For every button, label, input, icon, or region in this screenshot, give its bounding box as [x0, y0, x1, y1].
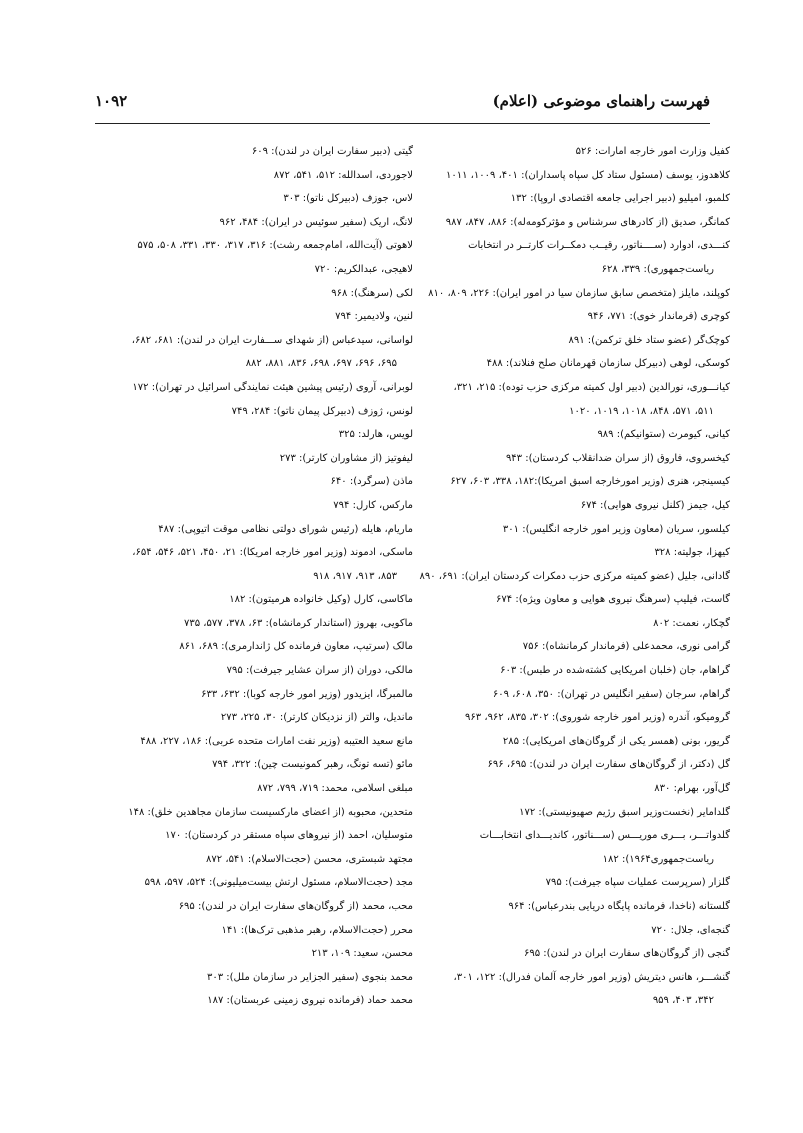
index-entry — [95, 305, 413, 329]
index-entry — [95, 470, 413, 494]
index-entry — [412, 494, 730, 518]
index-entry — [412, 541, 730, 565]
index-entry — [95, 187, 413, 211]
index-entry-text: لانگ، اریک (سفیر سوئیس در ایران): ۴۸۴، ۹۶۲ — [219, 216, 413, 228]
index-entry-text: گرامی نوری، محمدعلی (فرماندار کرمانشاه): ۷۵۶ — [522, 641, 730, 653]
index-entry-text: مارکس، کارل: ۷۹۴ — [333, 499, 413, 511]
index-entry-text: ماریام، هایله (رئیس شورای دولتی نظامی موقت اتیوپی): ۴۸۷ — [158, 523, 413, 535]
index-entry-text: گلستانه (ناخدا، فرمانده پایگاه دریایی بندرعباس): ۹۶۴ — [508, 901, 730, 912]
index-entry-text: کیسینجر، هنری (وزیر امورخارجه اسبق امریکا):۱۸۲، ۳۳۸، ۶۰۳، ۶۲۷ — [450, 476, 730, 488]
index-entry — [412, 966, 730, 1013]
index-entry — [95, 494, 413, 518]
index-entry-continuation: ۸۵۳، ۹۱۳، ۹۱۷، ۹۱۸ — [313, 570, 397, 582]
index-entry — [95, 140, 413, 164]
index-entry-text: گیتی (دبیر سفارت ایران در لندن): ۶۰۹ — [251, 146, 413, 157]
index-entry-text: لیفوتیز (از مشاوران کارتر): ۲۷۳ — [279, 452, 413, 464]
index-entry-text: کلاهدوز، یوسف (مسئول ستاد کل سپاه پاسداران): ۴۰۱، ۱۰۰۹، ۱۰۱۱ — [446, 169, 730, 181]
index-entry-text: لاجوردی، اسدالله: ۵۱۲، ۵۴۱، ۸۷۲ — [273, 169, 413, 181]
index-entry-text: مائو (تسه تونگ، رهبر کمونیست چین): ۳۲۲، ۷۹۴ — [212, 759, 413, 771]
index-entry-text: لونس، ژوزف (دبیرکل پیمان ناتو): ۲۸۴، ۷۴۹ — [231, 405, 413, 417]
index-entry-text: کوپلند، مایلز (متخصص سابق سازمان سیا در امور ایران): ۲۲۶، ۸۰۹، ۸۱۰ — [428, 287, 730, 299]
index-column-left — [95, 140, 413, 1013]
index-entry — [412, 187, 730, 211]
index-entry-text: لکی (سرهنگ): ۹۶۸ — [331, 287, 413, 299]
index-entry-text: محمد حماد (فرمانده نیروی زمینی عربستان): ۱۸۷ — [207, 995, 413, 1007]
index-entry-text: محب، محمد (از گروگان‌های سفارت ایران در لندن): ۶۹۵ — [178, 901, 413, 912]
index-entry — [412, 919, 730, 943]
index-entry-text: متوسلیان، احمد (از نیروهای سپاه مستقر در کردستان): ۱۷۰ — [165, 830, 413, 842]
index-entry — [412, 282, 730, 306]
index-entry — [95, 730, 413, 754]
index-entry-text: گل (دکتر، از گروگان‌های سفارت ایران در لندن): ۶۹۵، ۶۹۶ — [487, 759, 730, 771]
index-entry-text: متحدین، محبوبه (از اعضای مارکسیست سازمان مجاهدین خلق): ۱۴۸ — [128, 806, 413, 818]
index-entry — [412, 659, 730, 683]
index-entry — [95, 871, 413, 895]
index-entry — [412, 211, 730, 235]
index-entry — [95, 541, 413, 588]
index-entry — [412, 164, 730, 188]
index-entry — [412, 824, 730, 871]
index-entry-continuation: ۵۱۱، ۵۷۱، ۸۴۸، ۱۰۱۸، ۱۰۱۹، ۱۰۲۰ — [569, 405, 714, 417]
index-entry-text: محمد بنجوی (سفیر الجزایر در سازمان ملل): ۳۰۳ — [206, 971, 413, 983]
index-entry — [412, 871, 730, 895]
index-entry-text: مجد (حجت‌الاسلام، مسئول ارتش بیست‌میلیونی): ۵۲۴، ۵۹۷، ۵۹۸ — [144, 877, 413, 889]
index-entry — [95, 683, 413, 707]
index-entry — [95, 234, 413, 258]
index-entry-text: کیهزا، جولیته: ۳۲۸ — [654, 547, 730, 559]
index-entry — [95, 329, 413, 376]
index-entry-text: کمانگر، صدیق (از کادرهای سرشناس و مؤثرکومه‌له): ۸۸۶، ۸۴۷، ۹۸۷ — [445, 216, 730, 228]
index-entry — [95, 282, 413, 306]
index-entry — [412, 305, 730, 329]
page-number: ۱۰۹۲ — [95, 92, 128, 110]
index-entry — [95, 753, 413, 777]
index-entry — [412, 329, 730, 353]
index-entry-text: کیانـــوری، نورالدین (دبیر اول کمیته مرکزی حزب توده): ۲۱۵، ۳۲۱، — [453, 381, 730, 393]
index-entry — [412, 376, 730, 423]
index-entry — [95, 423, 413, 447]
index-entry — [412, 895, 730, 919]
index-entry — [412, 470, 730, 494]
index-entry — [95, 400, 413, 424]
index-entry-text: لاهیجی، عبدالکریم: ۷۲۰ — [314, 263, 413, 275]
index-entry-text: کوچک‌گر (عضو ستاد خلق ترکمن): ۸۹۱ — [568, 334, 730, 346]
index-entry-text: گلزار (سرپرست عملیات سپاه جیرفت): ۷۹۵ — [545, 877, 730, 889]
index-entry — [412, 683, 730, 707]
index-entry-continuation: ۳۴۲، ۴۰۳، ۹۵۹ — [652, 995, 714, 1007]
index-entry-continuation: ریاست‌جمهوری): ۳۳۹، ۶۲۸ — [601, 263, 714, 275]
index-entry — [412, 753, 730, 777]
index-entry — [412, 612, 730, 636]
index-entry — [95, 164, 413, 188]
index-entry-text: گنشـــر، هانس دیتریش (وزیر امور خارجه آلمان فدرال): ۱۲۲، ۳۰۱، — [453, 971, 730, 983]
page-title: فهرست راهنمای موضوعی (اعلام) — [492, 92, 710, 110]
index-entry-text: گراهام، جان (خلبان امریکایی کشته‌شده در طبس): ۶۰۳ — [500, 665, 730, 677]
index-entry-text: گلدامایر (نخست‌وزیر اسبق رژیم صهیونیستی): ۱۷۲ — [519, 806, 730, 818]
index-entry-text: کفیل وزارت امور خارجه امارات: ۵۲۶ — [575, 146, 730, 157]
index-entry — [95, 848, 413, 872]
index-entry — [412, 518, 730, 542]
index-entry — [412, 801, 730, 825]
index-entry — [95, 211, 413, 235]
index-entry-text: گنجی (از گروگان‌های سفارت ایران در لندن): ۶۹۵ — [524, 948, 730, 960]
page-header — [95, 90, 710, 120]
index-entry — [95, 824, 413, 848]
index-entry — [412, 423, 730, 447]
index-entry-text: گراهام، سرجان (سفیر انگلیس در تهران): ۳۵۰، ۶۰۸، ۶۰۹ — [492, 688, 730, 700]
index-entry-text: گریور، بونی (همسر یکی از گروگان‌های امریکایی): ۲۸۵ — [502, 735, 730, 747]
index-entry — [95, 518, 413, 542]
index-entry-text: محسن، سعید: ۱۰۹، ۲۱۳ — [311, 948, 413, 960]
index-entry-text: کوسکی، لوهی (دبیرکل سازمان قهرمانان صلح فنلاند): ۴۸۸ — [486, 358, 730, 370]
index-entry — [95, 612, 413, 636]
index-entry-text: ماکاسی، کارل (وکیل خانواده هرمیتون): ۱۸۲ — [229, 594, 413, 606]
index-entry-text: لواسانی، سیدعباس (از شهدای ســـفارت ایران در لندن): ۶۸۱، ۶۸۲، — [131, 334, 413, 346]
index-entry-text: لوبرانی، آروی (رئیس پیشین هیئت نمایندگی اسرائیل در تهران): ۱۷۲ — [132, 381, 413, 393]
index-entry-text: گل‌آور، بهرام: ۸۳۰ — [654, 783, 730, 795]
index-entry-text: محرر (حجت‌الاسلام، رهبر مذهبی ترک‌ها): ۱۴۱ — [221, 924, 413, 936]
index-entry-continuation: ۶۹۵، ۶۹۶، ۶۹۷، ۶۹۸، ۸۳۶، ۸۸۱، ۸۸۲ — [245, 358, 397, 370]
index-entry — [95, 895, 413, 919]
index-entry-text: گادانی، جلیل (عضو کمیته مرکزی حزب دمکرات کردستان ایران): ۶۹۱، ۸۹۰ — [419, 570, 730, 582]
header-rule — [95, 123, 710, 124]
index-entry-text: کلمبو، امیلیو (دبیر اجرایی جامعه اقتصادی اروپا): ۱۳۲ — [510, 193, 730, 205]
index-entry — [412, 352, 730, 376]
index-entry — [95, 258, 413, 282]
index-entry — [412, 234, 730, 281]
index-entry — [95, 447, 413, 471]
index-entry-text: ماذن (سرگرد): ۶۴۰ — [330, 476, 413, 488]
index-entry — [412, 565, 730, 589]
index-entry-text: گنجه‌ای، جلال: ۷۲۰ — [651, 924, 730, 936]
index-entry — [412, 588, 730, 612]
index-entry-text: مالکی، دوران (از سران عشایر جیرفت): ۷۹۵ — [226, 665, 413, 677]
index-entry-text: کیلسور، سریان (معاون وزیر امور خارجه انگلیس): ۳۰۱ — [502, 523, 730, 535]
index-entry-text: گرومیکو، آندره (وزیر امور خارجه شوروی): ۳۰۲، ۸۳۵، ۹۶۲، ۹۶۳ — [465, 712, 730, 724]
index-entry-text: ماندیل، والتر (از نزدیکان کارتر): ۳۰، ۲۲۵، ۲۷۳ — [220, 712, 413, 724]
index-entry — [95, 588, 413, 612]
index-entry — [95, 989, 413, 1013]
index-entry-text: مالک (سرتیپ، معاون فرمانده کل ژاندارمری): ۶۸۹، ۸۶۱ — [179, 641, 413, 653]
index-entry — [412, 777, 730, 801]
index-entry — [95, 635, 413, 659]
index-entry — [95, 659, 413, 683]
index-entry-text: مبلغی اسلامی، محمد: ۷۱۹، ۷۹۹، ۸۷۲ — [257, 783, 413, 795]
index-entry — [412, 706, 730, 730]
index-entry-text: کیخسروی، فاروق (از سران ضدانقلاب کردستان): ۹۴۳ — [505, 452, 730, 464]
index-entry-text: مانع سعید العتیبه (وزیر نفت امارات متحده عربی): ۱۸۶، ۲۲۷، ۴۸۸ — [140, 735, 413, 747]
index-entry-text: مالمبرگا، ایزیدور (وزیر امور خارجه کوبا): ۶۳۲، ۶۳۳ — [201, 688, 413, 700]
index-entry — [412, 635, 730, 659]
index-column-right — [412, 140, 730, 1013]
index-entry-text: گاست، فیلیپ (سرهنگ نیروی هوایی و معاون ویژه): ۶۷۴ — [496, 594, 730, 606]
index-entry-text: کوچری (فرماندار خوی): ۷۷۱، ۹۴۶ — [587, 311, 730, 323]
index-entry-text: کیانی، کیومرث (ستوانیکم): ۹۸۹ — [597, 429, 730, 441]
index-entry — [412, 730, 730, 754]
index-entry — [412, 140, 730, 164]
index-entry — [95, 942, 413, 966]
index-entry — [412, 447, 730, 471]
index-entry-text: گچکار، نعمت: ۸۰۲ — [653, 617, 730, 629]
index-entry — [412, 942, 730, 966]
index-entry — [95, 966, 413, 990]
index-entry-text: لنین، ولادیمیر: ۷۹۴ — [335, 311, 413, 323]
index-entry-text: لویس، هارلد: ۳۲۵ — [338, 429, 413, 441]
index-entry — [95, 801, 413, 825]
index-entry-text: کیل، جیمز (کلنل نیروی هوایی): ۶۷۴ — [580, 499, 730, 511]
index-entry-text: ماکویی، بهروز (استاندار کرمانشاه): ۶۳، ۳۷۸، ۵۷۷، ۷۳۵ — [183, 617, 413, 629]
index-entry-text: گلدواتـــر، بـــری موریـــس (ســـناتور، کاندیـــدای انتخابـــات — [479, 830, 730, 842]
index-entry-text: ماسکی، ادموند (وزیر امور خارجه امریکا): ۲۱، ۴۵۰، ۵۲۱، ۵۴۶، ۶۵۴، — [132, 547, 413, 559]
index-entry-text: مجتهد شبستری، محسن (حجت‌الاسلام): ۵۴۱، ۸۷۲ — [206, 853, 413, 865]
index-entry — [95, 919, 413, 943]
index-entry-text: کنـــدی، ادوارد (ســــناتور، رقیــب دمکــرات کارتــر در انتخابات — [468, 240, 730, 252]
index-entry-text: لاهوتی (آیت‌الله، امام‌جمعه رشت): ۳۱۶، ۳۱۷، ۳۳۰، ۳۳۱، ۵۰۸، ۵۷۵ — [137, 240, 413, 252]
index-entry — [95, 706, 413, 730]
index-entry — [95, 777, 413, 801]
index-entry-text: لاس، جوزف (دبیرکل ناتو): ۳۰۳ — [283, 193, 413, 205]
index-entry-continuation: ریاست‌جمهوری۱۹۶۴): ۱۸۲ — [602, 853, 714, 865]
index-entry — [95, 376, 413, 400]
